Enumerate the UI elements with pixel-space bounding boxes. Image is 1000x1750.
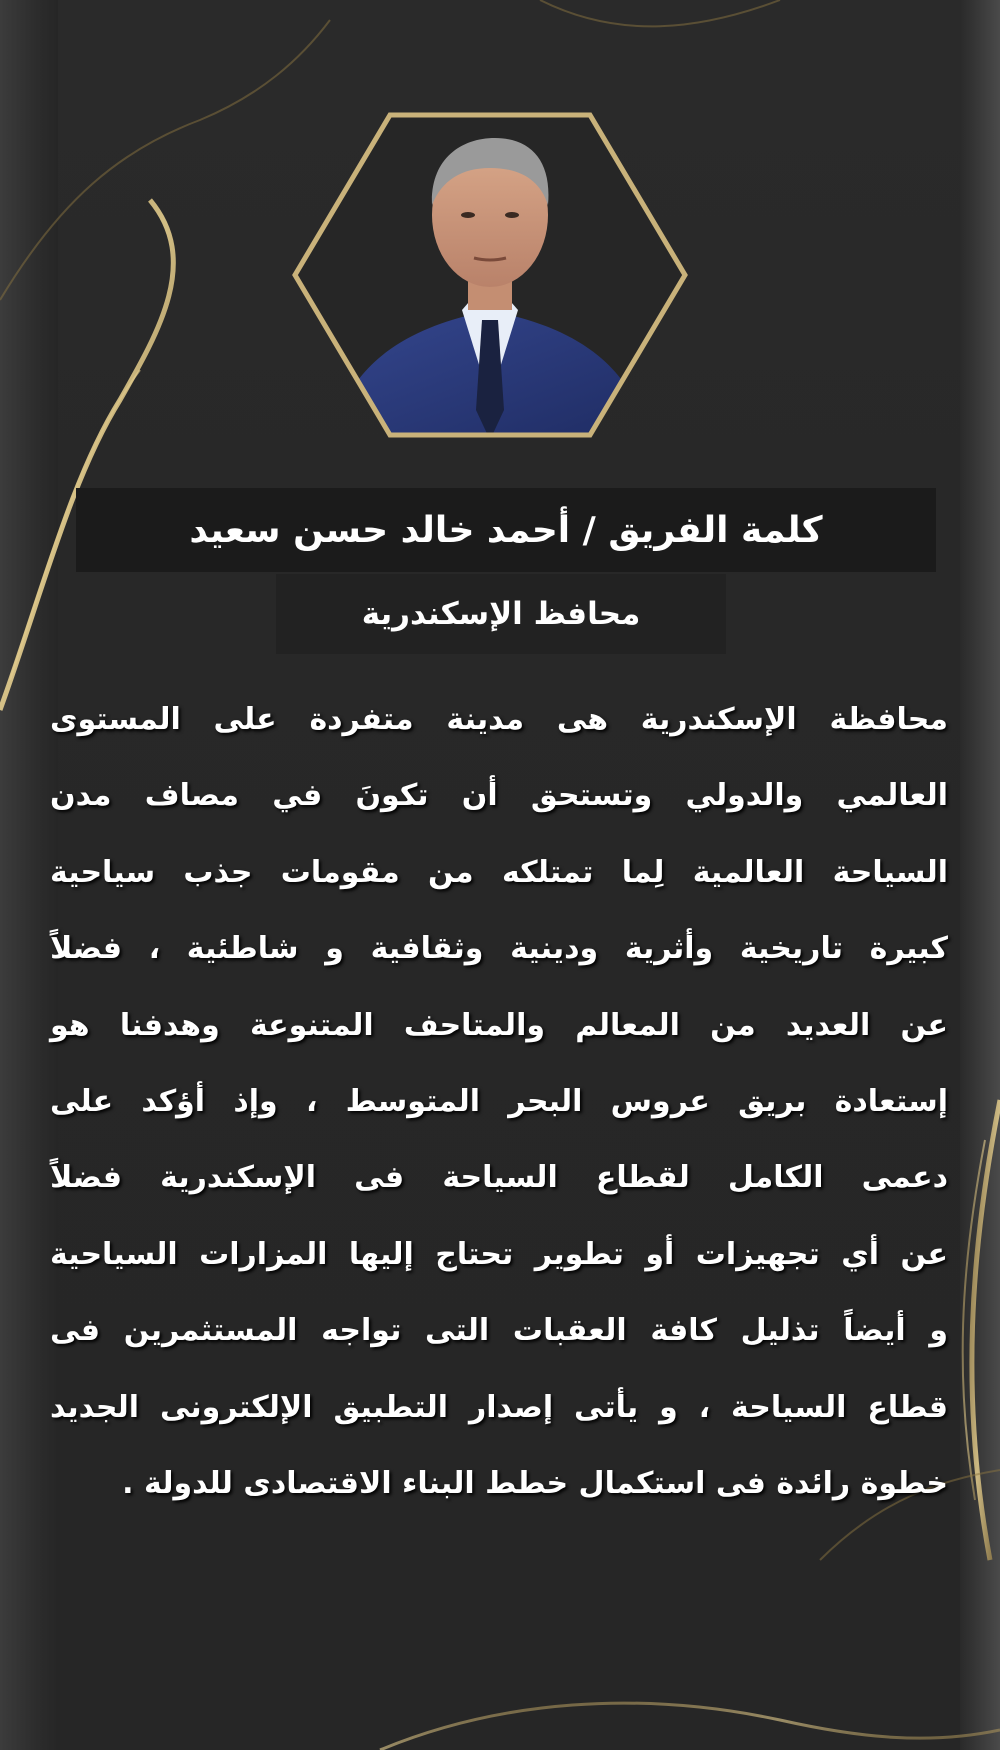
message-line: عن العديد من المعالم والمتاحف المتنوعة وهدفنا هو — [50, 1007, 948, 1043]
message-line: عن أي تجهيزات أو تطوير تحتاج إليها المزارات السياحية — [50, 1236, 948, 1272]
right-margin-strip — [960, 0, 1000, 1750]
message-line: محافظة الإسكندرية هى مدينة متفردة على المستوى — [50, 702, 948, 737]
message-line: السياحة العالمية لِما تمتلكه من مقومات جذب سياحية — [50, 854, 948, 890]
message-line: و أيضاً تذليل كافة العقبات التى تواجه المستثمرين فى — [50, 1313, 948, 1349]
portrait-hexagon — [290, 110, 690, 440]
speaker-name-heading: كلمة الفريق / أحمد خالد حسن سعيد — [189, 509, 823, 551]
message-line: خطوة رائدة فى استكمال خطط البناء الاقتصادى للدولة . — [122, 1465, 948, 1501]
name-heading-bar — [76, 488, 936, 572]
speaker-title: محافظ الإسكندرية — [361, 596, 641, 632]
message-line: كبيرة تاريخية وأثرية ودينية وثقافية و شاطئية ، فضلاً — [50, 931, 948, 967]
message-body — [50, 682, 948, 1522]
message-line: إستعادة بريق عروس البحر المتوسط ، وإذ أؤكد على — [50, 1083, 948, 1119]
portrait-frame — [290, 110, 690, 440]
message-line: دعمى الكامل لقطاع السياحة فى الإسكندرية فضلاً — [50, 1160, 948, 1196]
message-line: العالمي والدولي وتستحق أن تكونَ في مصاف مدن — [50, 778, 948, 814]
title-bar — [276, 574, 726, 654]
message-line: قطاع السياحة ، و يأتى إصدار التطبيق الإلكترونى الجديد — [50, 1389, 948, 1425]
